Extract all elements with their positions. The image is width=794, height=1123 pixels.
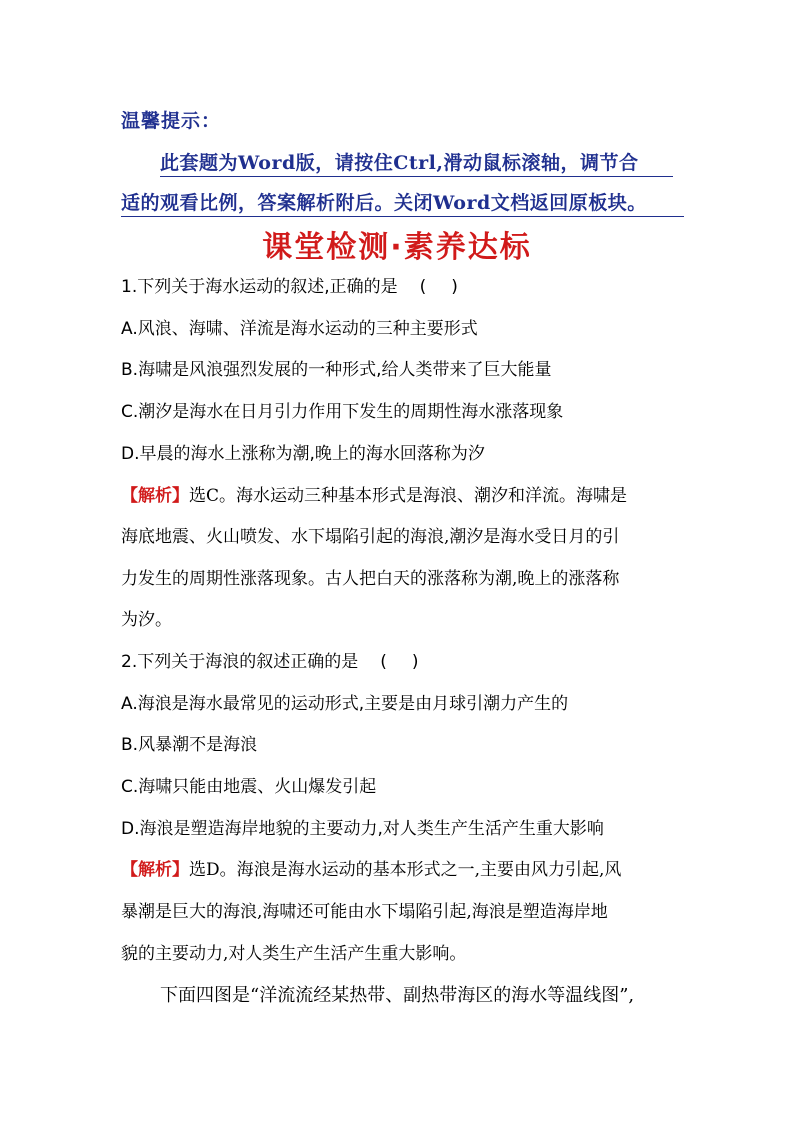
- question-1-option-d: D.早晨的海水上涨称为潮,晚上的海水回落称为汐: [121, 444, 485, 464]
- tip-title: 温馨提示：: [121, 110, 222, 132]
- analysis-tag: 【解析】: [121, 486, 189, 506]
- question-1-option-a: A.风浪、海啸、洋流是海水运动的三种主要形式: [121, 319, 478, 339]
- question-2-text: 2.下列关于海浪的叙述正确的是: [121, 652, 359, 672]
- question-2-analysis-line-2: 暴潮是巨大的海浪,海啸还可能由水下塌陷引起,海浪是塑造海岸地: [121, 902, 608, 922]
- tip-line-1: 此套题为Word版，请按住Ctrl,滑动鼠标滚轴，调节合: [160, 148, 673, 177]
- section-title: 课堂检测·素养达标: [262, 230, 532, 265]
- question-1-option-b: B.海啸是风浪强烈发展的一种形式,给人类带来了巨大能量: [121, 360, 552, 380]
- question-1-analysis-line-4: 为汐。: [121, 610, 172, 630]
- question-2-analysis-line-1: 【解析】选D。海浪是海水运动的基本形式之一,主要由风力引起,风: [121, 860, 622, 880]
- question-1-answer-blank: ( ): [419, 277, 462, 297]
- question-1-stem: [121, 272, 462, 297]
- question-2-option-c: C.海啸只能由地震、火山爆发引起: [121, 777, 377, 797]
- figure-intro-text: 下面四图是“洋流流经某热带、副热带海区的海水等温线图”,: [160, 985, 635, 1006]
- tip-line-2: 适的观看比例，答案解析附后。关闭Word文档返回原板块。: [121, 188, 684, 217]
- question-1-text: 1.下列关于海水运动的叙述,正确的是: [121, 277, 398, 297]
- analysis-tag: 【解析】: [121, 860, 189, 880]
- question-1-option-c: C.潮汐是海水在日月引力作用下发生的周期性海水涨落现象: [121, 402, 564, 422]
- question-2-option-d: D.海浪是塑造海岸地貌的主要动力,对人类生产生活产生重大影响: [121, 819, 604, 839]
- question-1-analysis-line-3: 力发生的周期性涨落现象。古人把白天的涨落称为潮,晚上的涨落称: [121, 569, 620, 589]
- question-1-analysis-line-2: 海底地震、火山喷发、水下塌陷引起的海浪,潮汐是海水受日月的引: [121, 527, 620, 547]
- question-2-answer-blank: ( ): [380, 652, 423, 672]
- question-2-analysis-line-3: 貌的主要动力,对人类生产生活产生重大影响。: [121, 944, 467, 964]
- question-2-option-b: B.风暴潮不是海浪: [121, 735, 258, 755]
- question-2-stem: [121, 647, 423, 672]
- question-2-option-a: A.海浪是海水最常见的运动形式,主要是由月球引潮力产生的: [121, 694, 569, 714]
- question-1-analysis-line-1: 【解析】选C。海水运动三种基本形式是海浪、潮汐和洋流。海啸是: [121, 486, 628, 506]
